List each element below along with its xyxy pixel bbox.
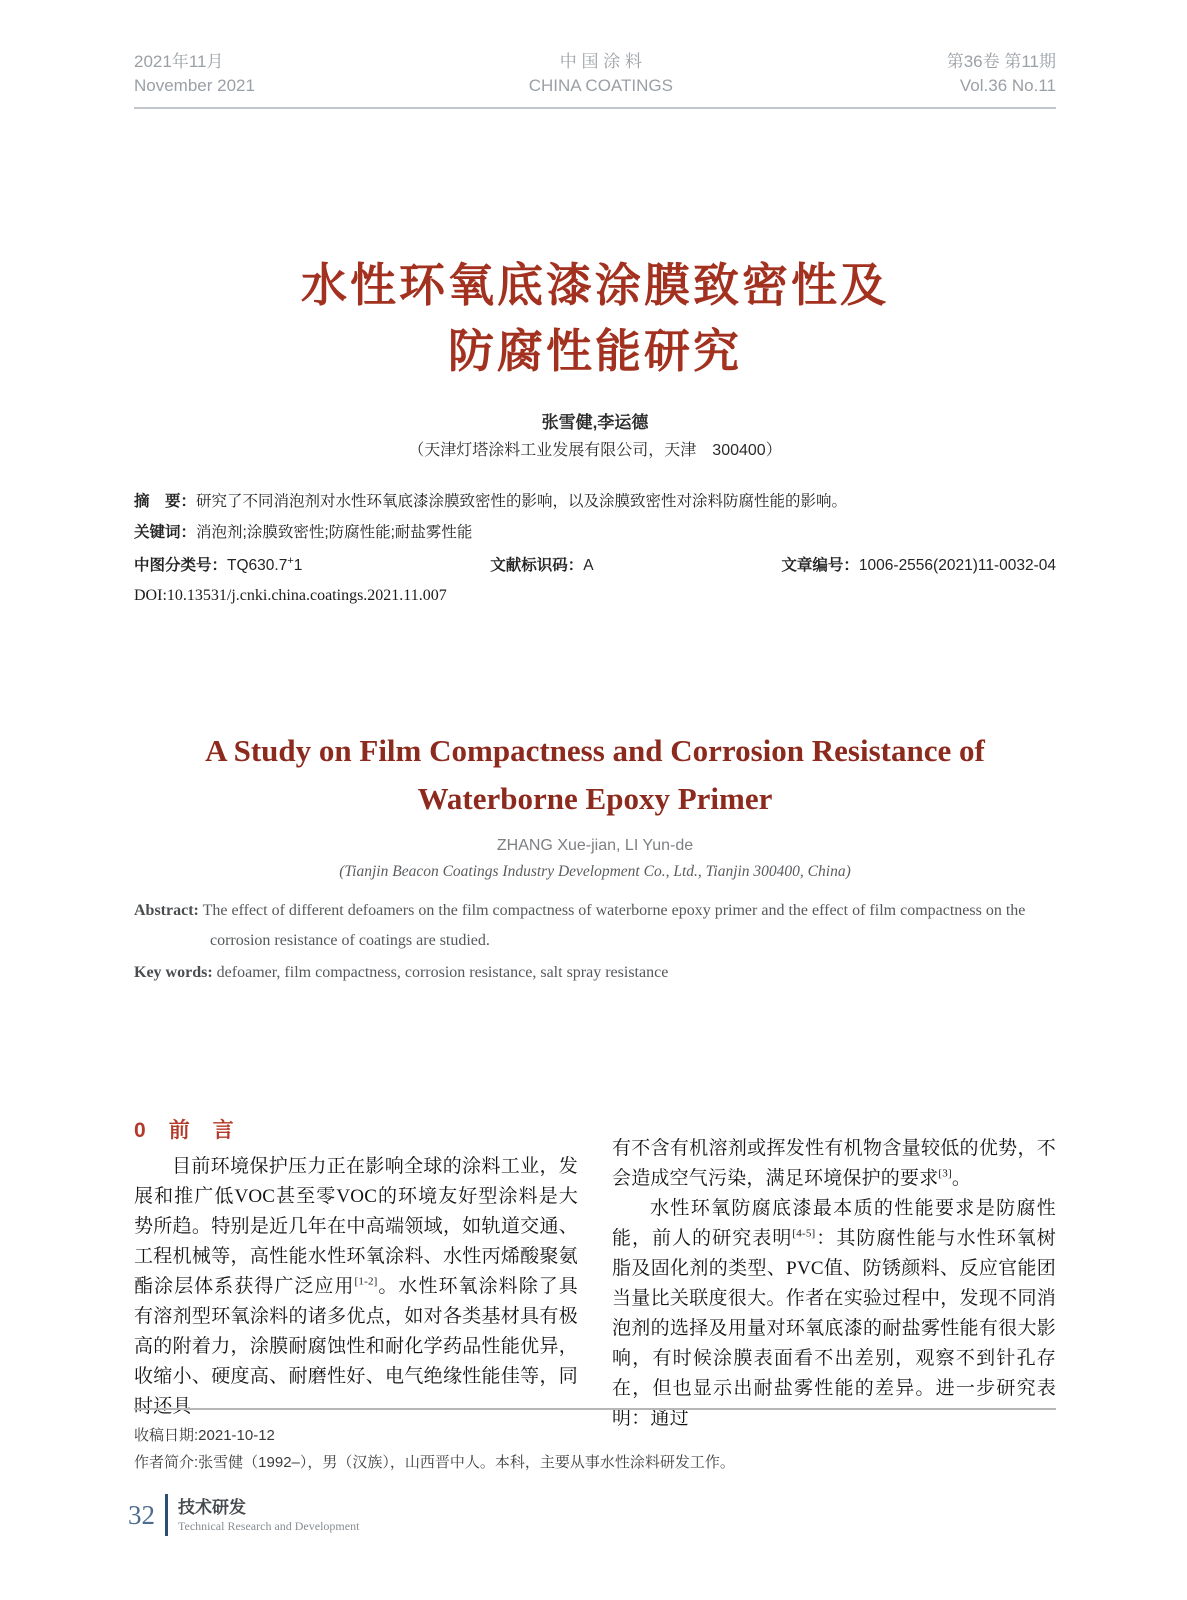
body-column-right [612, 1116, 1056, 1434]
authors-cn: 张雪健,李运德 [541, 413, 649, 432]
abstract-text-en: The effect of different defoamers on the film compactness of waterborne epoxy primer and the effect of film compactness on the corrosion resistance of coatings are studied. [202, 902, 1026, 949]
paragraph-text: 目前环境保护压力正在影响全球的涂料工业，发展和推广低VOC甚至零VOC的环境友好型涂料是大势所趋。特别是近几年在中高端领域，如轨道交通、工程机械等，高性能水性环氧涂料、水性丙烯酸聚氨酯涂层体系获得广泛应用 [134, 1156, 578, 1297]
keywords-label-en: Key words: [134, 964, 213, 981]
abstract-en [134, 896, 1056, 956]
footer-section [178, 1497, 359, 1534]
doc-code-label: 文献标识码： [490, 557, 584, 574]
article-meta-cn [134, 486, 1056, 611]
body-column-left [134, 1116, 578, 1434]
abstract-cn [134, 486, 1056, 517]
article-title-cn-line2: 防腐性能研究 [448, 325, 742, 377]
citation-ref: [4-5] [792, 1227, 816, 1240]
section-heading [134, 1116, 578, 1146]
abstract-label-en: Abstract: [134, 902, 199, 919]
article-title-en [134, 727, 1056, 823]
journal-header [134, 50, 1056, 109]
header-date-cn: 2021年11月 [134, 52, 224, 71]
header-journal-cn: 中 国 涂 料 [559, 52, 642, 71]
document-code [490, 550, 593, 581]
affiliation-cn: （天津灯塔涂料工业发展有限公司，天津 300400） [408, 442, 782, 459]
body-paragraph [612, 1134, 1056, 1194]
abstract-text-cn: 研究了不同消泡剂对水性环氧底漆涂膜致密性的影响，以及涂膜致密性对涂料防腐性能的影响。 [196, 493, 848, 510]
header-issue-en: Vol.36 No.11 [959, 76, 1056, 95]
header-issue-cn: 第36卷 第11期 [946, 52, 1056, 71]
affiliation-en: (Tianjin Beacon Coatings Industry Development Co., Ltd., Tianjin 300400, China) [339, 863, 851, 880]
body-columns [134, 1116, 1056, 1434]
clc-superscript: + [287, 554, 294, 567]
article-title-en-line2: Waterborne Epoxy Primer [417, 781, 773, 816]
keywords-label-cn: 关键词： [134, 524, 197, 541]
clc-tail: 1 [293, 557, 303, 574]
received-date: 收稿日期:2021-10-12 [134, 1427, 275, 1444]
article-title-cn [134, 252, 1056, 384]
article-id [781, 550, 1056, 581]
clc-base: TQ630.7 [227, 557, 288, 574]
page-footer [128, 1494, 359, 1536]
keywords-text-en: defoamer, film compactness, corrosion resistance, salt spray resistance [216, 964, 669, 981]
keywords-en [134, 958, 1056, 988]
authors-en: ZHANG Xue-jian, LI Yun-de [496, 837, 694, 854]
doc-code-value: A [583, 557, 594, 574]
footnote [134, 1408, 1056, 1476]
header-journal-name [529, 50, 673, 98]
article-id-value: 1006-2556(2021)11-0032-04 [858, 557, 1056, 574]
header-date [134, 50, 255, 98]
clc-number [134, 550, 302, 581]
footer-section-cn: 技术研发 [178, 1497, 246, 1517]
body-paragraph [612, 1194, 1056, 1434]
citation-ref: [1-2] [354, 1275, 378, 1288]
citation-ref: [3] [938, 1167, 952, 1180]
header-journal-en: CHINA COATINGS [528, 76, 673, 95]
doi: DOI:10.13531/j.cnki.china.coatings.2021.11.007 [134, 587, 447, 604]
article-title-en-line1: A Study on Film Compactness and Corrosion Resistance of [205, 733, 985, 768]
page-number: 32 [128, 1499, 155, 1530]
abstract-label-cn: 摘 要： [134, 493, 197, 510]
footer-divider-bar [165, 1494, 168, 1536]
article-meta-en [134, 896, 1056, 988]
section-number: 0 [134, 1119, 147, 1142]
paragraph-text: 水性环氧防腐底漆最本质的性能要求是防腐性能，前人的研究表明 [612, 1198, 1056, 1249]
paragraph-text: ：其防腐性能与水性环氧树脂及固化剂的类型、PVC值、防锈颜料、反应官能团当量比关联度很大。作者在实验过程中，发现不同消泡剂的选择及用量对环氧底漆的耐盐雾性能有很大影响，有时候涂膜表面看不出差别，观察不到针孔存在，但也显示出耐盐雾性能的差异。进一步研究表明：通过 [612, 1228, 1056, 1429]
paragraph-text: 。水性环氧涂料除了具有溶剂型环氧涂料的诸多优点，如对各类基材具有极高的附着力，涂膜耐腐蚀性和耐化学药品性能优异，收缩小、硬度高、耐磨性好、电气绝缘性能佳等，同时还具 [134, 1276, 578, 1417]
footer-section-en: Technical Research and Development [178, 1518, 360, 1533]
keywords-text-cn: 消泡剂;涂膜致密性;防腐性能;耐盐雾性能 [196, 524, 473, 541]
body-paragraph [134, 1152, 578, 1422]
header-date-en: November 2021 [134, 76, 255, 95]
keywords-cn [134, 517, 1056, 548]
header-issue [947, 50, 1056, 98]
article-title-cn-line1: 水性环氧底漆涂膜致密性及 [301, 259, 889, 311]
clc-label: 中图分类号： [134, 557, 228, 574]
article-id-label: 文章编号： [781, 557, 859, 574]
section-title: 前 言 [168, 1119, 235, 1142]
classification-row [134, 550, 1056, 581]
author-bio: 作者简介:张雪健（1992–），男（汉族），山西晋中人。本科，主要从事水性涂料研发工作。 [134, 1454, 735, 1471]
paragraph-text: 有不含有机溶剂或挥发性有机物含量较低的优势，不会造成空气污染，满足环境保护的要求 [612, 1138, 1056, 1189]
paragraph-text: 。 [951, 1168, 972, 1189]
